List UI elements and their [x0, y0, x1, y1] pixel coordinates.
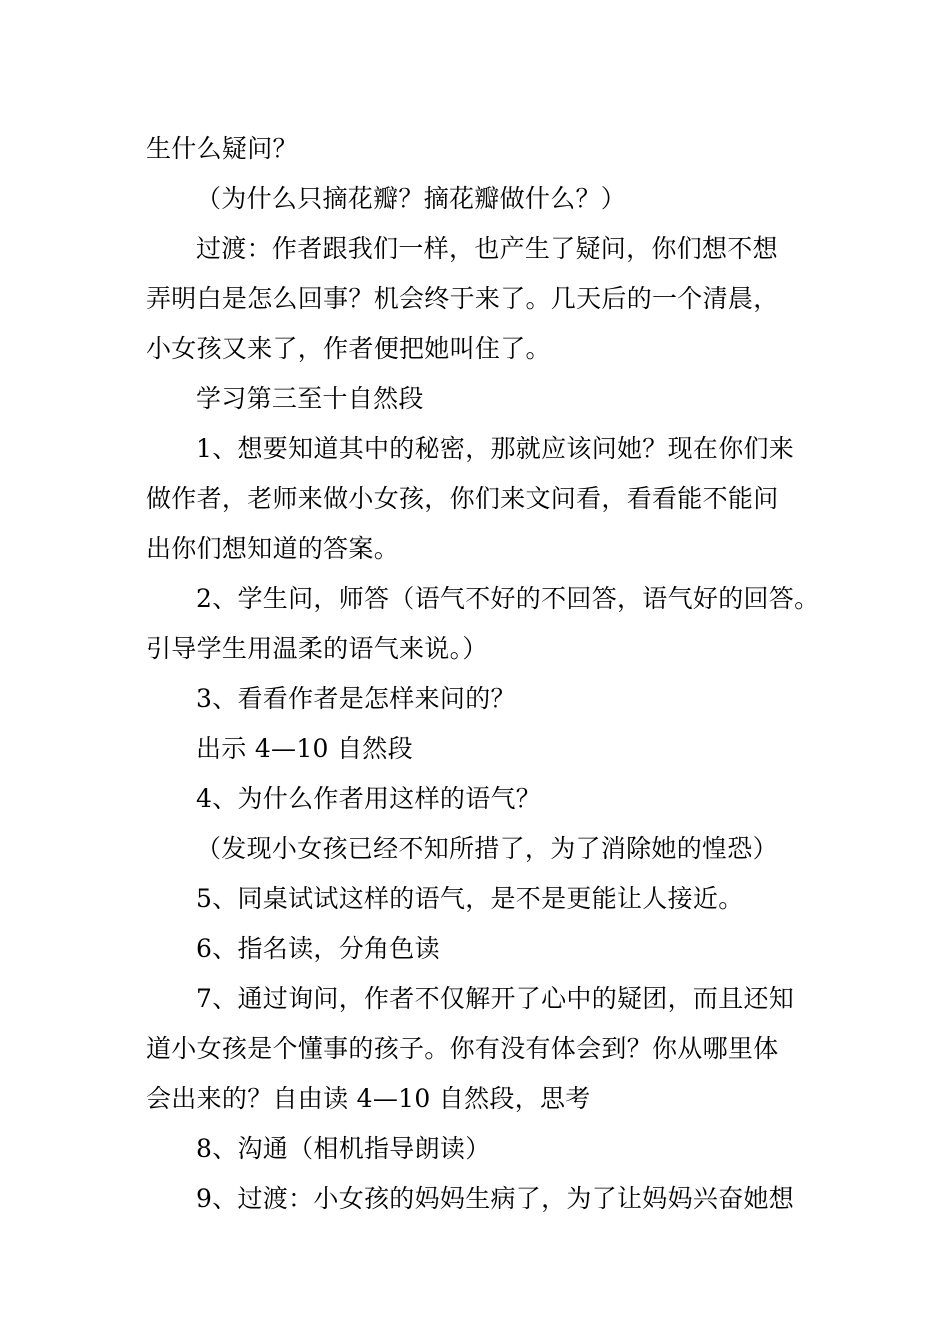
text-line: （为什么只摘花瓣？摘花瓣做什么？）	[196, 184, 627, 213]
text-line: 弄明白是怎么回事？机会终于来了。几天后的一个清晨，	[146, 284, 779, 313]
text-line: 6、指名读，分角色读	[196, 934, 440, 963]
text-line: （发现小女孩已经不知所措了，为了消除她的惶恐）	[196, 834, 778, 863]
text-line: 出你们想知道的答案。	[146, 534, 400, 563]
text-line: 出示 4—10 自然段	[196, 734, 413, 763]
text-line: 小女孩又来了，作者便把她叫住了。	[146, 334, 551, 363]
text-line: 3、看看作者是怎样来问的？	[196, 684, 516, 713]
text-line: 做作者，老师来做小女孩，你们来文问看，看看能不能问	[146, 484, 779, 513]
text-line: 生什么疑问？	[146, 134, 298, 163]
text-line: 过渡：作者跟我们一样，也产生了疑问，你们想不想	[196, 234, 778, 263]
text-line: 2、学生问，师答（语气不好的不回答，语气好的回答。	[196, 584, 820, 613]
text-line: 8、沟通（相机指导朗读）	[196, 1134, 491, 1163]
text-line: 9、过渡：小女孩的妈妈生病了，为了让妈妈兴奋她想	[196, 1184, 795, 1213]
section-heading: 学习第三至十自然段	[196, 384, 424, 413]
text-line: 引导学生用温柔的语气来说。）	[146, 634, 488, 663]
text-line: 4、为什么作者用这样的语气？	[196, 784, 542, 813]
text-line: 道小女孩是个懂事的孩子。你有没有体会到？你从哪里体	[146, 1034, 779, 1063]
text-line: 5、同桌试试这样的语气，是不是更能让人接近。	[196, 884, 744, 913]
text-line: 会出来的？自由读 4—10 自然段，思考	[146, 1084, 591, 1113]
text-line: 7、通过询问，作者不仅解开了心中的疑团，而且还知	[196, 984, 795, 1013]
text-line: 1、想要知道其中的秘密，那就应该问她？现在你们来	[196, 434, 795, 463]
